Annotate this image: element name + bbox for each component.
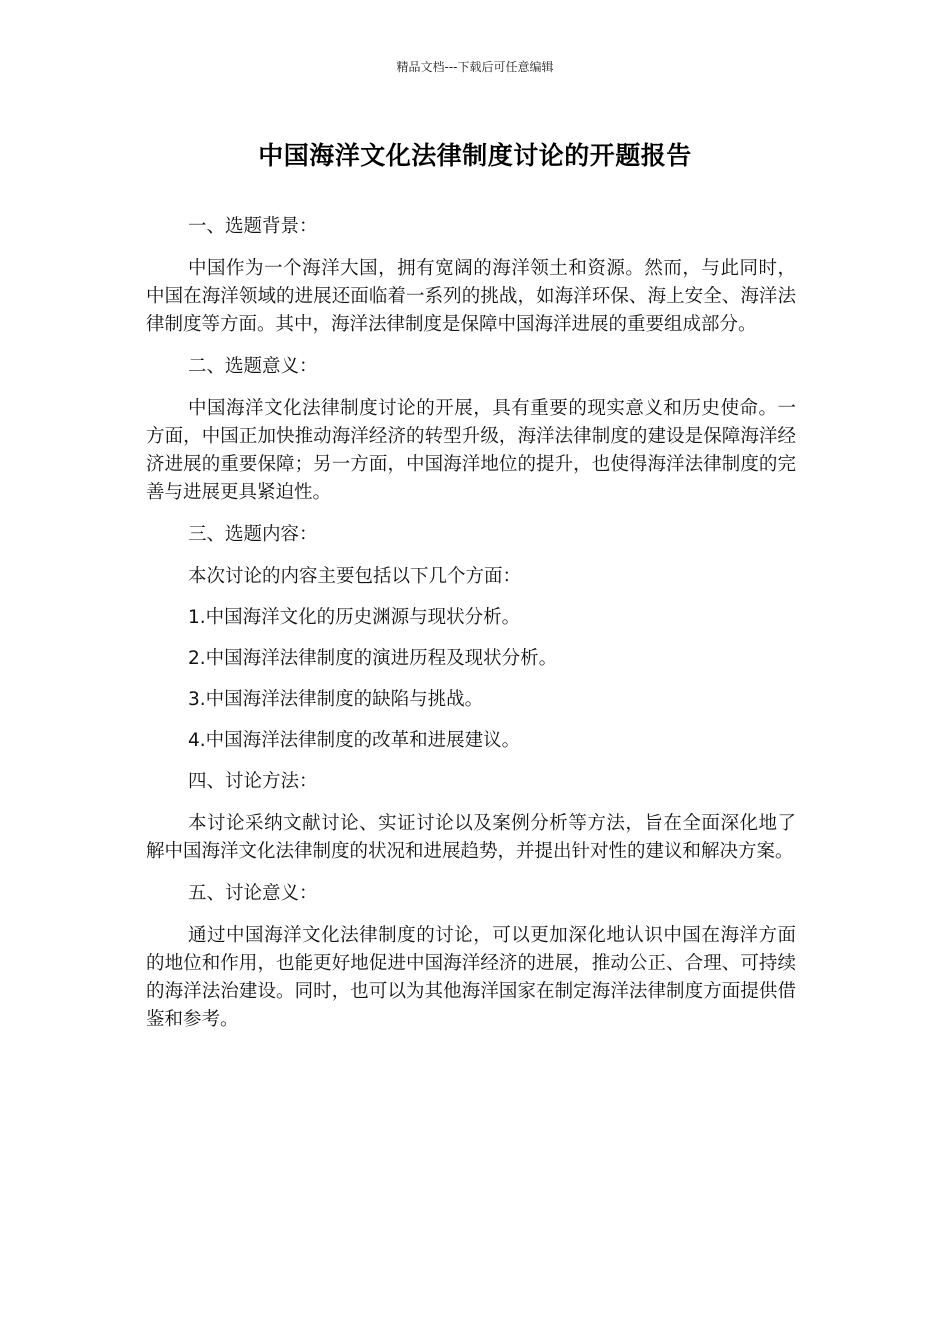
- section-heading-research-significance: 五、讨论意义：: [188, 883, 318, 904]
- section-heading-content: 三、选题内容：: [188, 524, 318, 545]
- section-heading-background: 一、选题背景：: [188, 216, 318, 237]
- header-note: 精品文档---下载后可任意编辑: [396, 60, 554, 74]
- section-body-significance: 中国海洋文化法律制度讨论的开展，具有重要的现实意义和历史使命。一方面，中国正加快推动海洋经济的转型升级，海洋法律制度的建设是保障海洋经济进展的重要保障；另一方面，中国海洋地位的提升，也使得海洋法律制度的完善与进展更具紧迫性。: [146, 398, 796, 503]
- document-body: [146, 213, 796, 1048]
- list-item: 3.中国海洋法律制度的缺陷与挑战。: [188, 689, 484, 710]
- section-body-methods: 本讨论采纳文献讨论、实证讨论以及案例分析等方法，旨在全面深化地了解中国海洋文化法律制度的状况和进展趋势，并提出针对性的建议和解决方案。: [146, 813, 796, 862]
- section-body-research-significance: 通过中国海洋文化法律制度的讨论，可以更加深化地认识中国在海洋方面的地位和作用，也能更好地促进中国海洋经济的进展，推动公正、合理、可持续的海洋法治建设。同时，也可以为其他海洋国家在制定海洋法律制度方面提供借鉴和参考。: [146, 925, 796, 1030]
- document-title: 中国海洋文化法律制度讨论的开题报告: [258, 141, 692, 170]
- section-heading-methods: 四、讨论方法：: [188, 771, 318, 792]
- section-content-intro: 本次讨论的内容主要包括以下几个方面：: [188, 566, 522, 587]
- list-item: 1.中国海洋文化的历史渊源与现状分析。: [188, 607, 521, 628]
- section-heading-significance: 二、选题意义：: [188, 356, 318, 377]
- list-item: 2.中国海洋法律制度的演进历程及现状分析。: [188, 648, 558, 669]
- section-body-background: 中国作为一个海洋大国，拥有宽阔的海洋领土和资源。然而，与此同时，中国在海洋领域的进展还面临着一系列的挑战，如海洋环保、海上安全、海洋法律制度等方面。其中，海洋法律制度是保障中国海洋进展的重要组成部分。: [146, 258, 796, 335]
- list-item: 4.中国海洋法律制度的改革和进展建议。: [188, 730, 521, 751]
